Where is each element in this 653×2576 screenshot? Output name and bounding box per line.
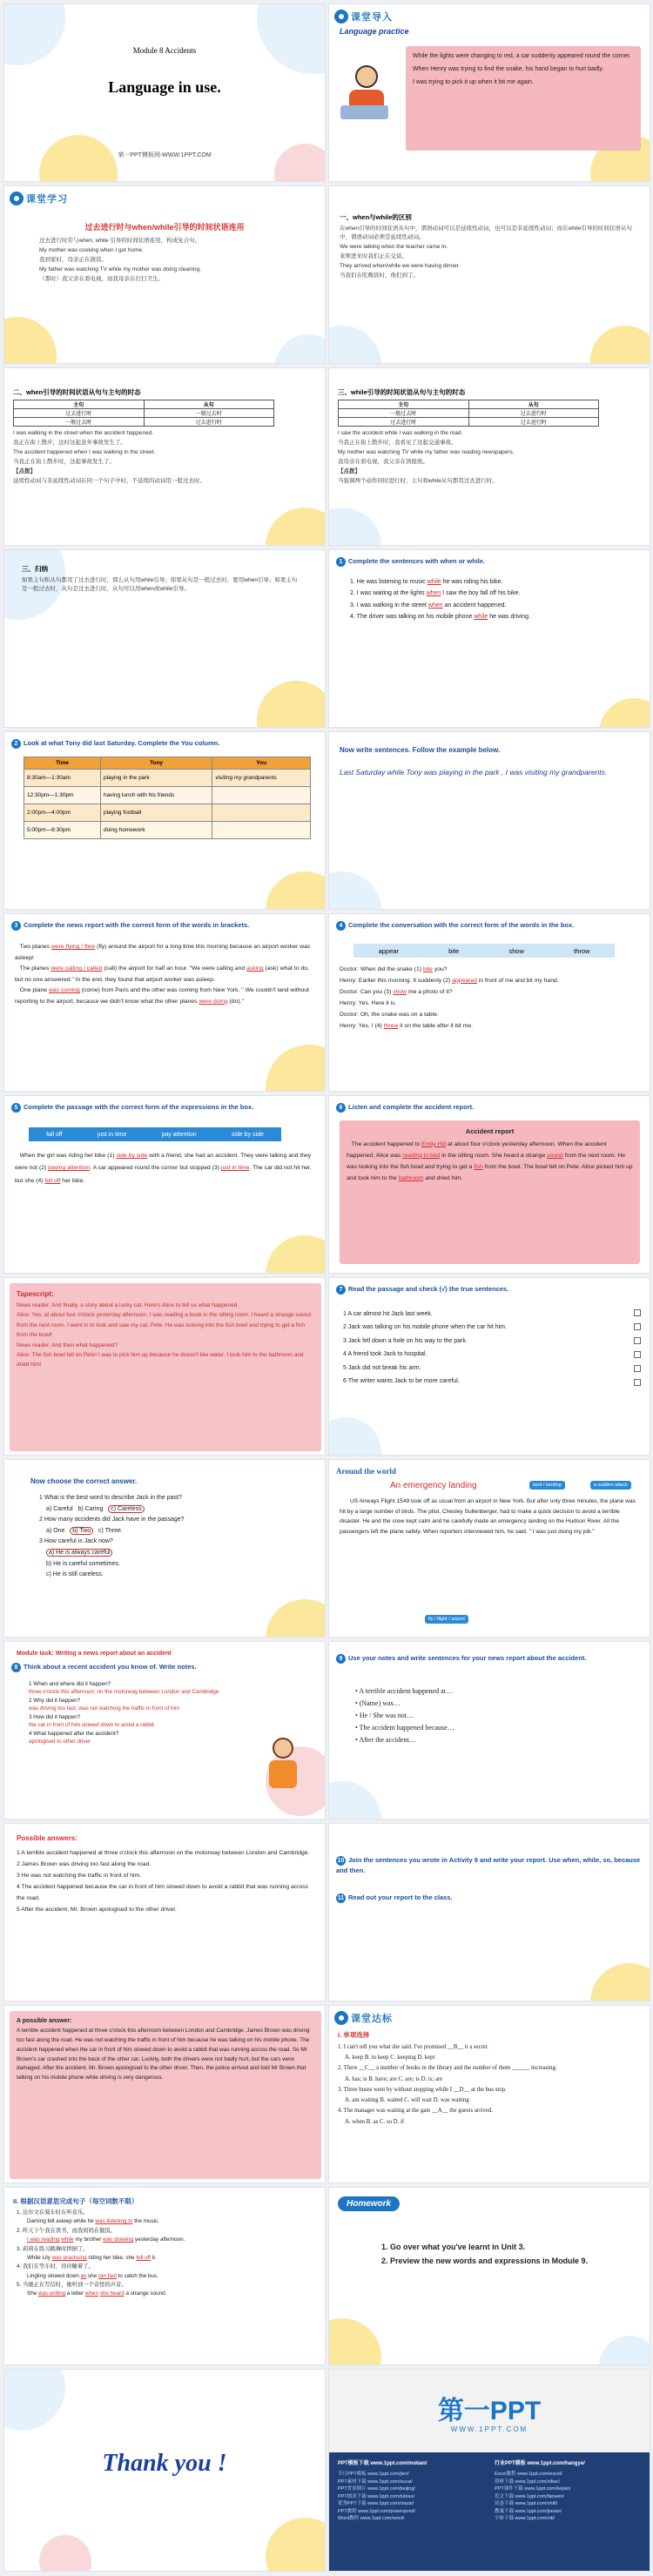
slide-write-example bbox=[328, 731, 650, 910]
bulb-icon bbox=[334, 10, 348, 24]
slide-tony-table bbox=[3, 731, 326, 910]
section-title: Around the world bbox=[336, 1467, 396, 1476]
slide-module-task bbox=[3, 1641, 326, 1819]
slide-notes-sentences bbox=[328, 1641, 650, 1819]
section-body: I saw the accident while I was walking in the road. 当我正在街上散步时，我看见了这起交通事故。 My mother was watching TV while my father was reading newspapers. 我母亲在看电视，我父亲在读报纸。 【点拨】 当强调两个动作同时进行时，主句和while从句都用过去进行时。 bbox=[338, 430, 515, 485]
answers-label: Possible answers: bbox=[17, 1834, 77, 1842]
slide-news-report bbox=[3, 913, 326, 1092]
checkbox-column bbox=[634, 1309, 641, 1386]
footer-link[interactable]: Excel教程 www.1ppt.com/excel/ bbox=[495, 2472, 562, 2477]
slide-around-world bbox=[328, 1459, 650, 1638]
link-header-1[interactable]: PPT模板下载 www.1ppt.com/moban/ bbox=[338, 2461, 427, 2466]
exercise-heading: 8 Think about a recent accident you know of. Write notes. bbox=[11, 1663, 197, 1672]
section-header: 课堂导入 bbox=[334, 10, 393, 24]
slide-while-tense bbox=[328, 367, 650, 546]
answers-list: 1 A terrible accident happened at three o'clock this afternoon on the motorway between London and Cambridge. 2 James Brown was driving too fast along the road. 3 He was not watching the traffic in front of him. 4 The accident happened because the car in front of him slowed down to avoid a rabbit that was running across the road. 5 After the accident, Mr. Brown apologised to the other driver. bbox=[17, 1850, 310, 1913]
exercise-heading: Now write sentences. Follow the example below. bbox=[340, 746, 501, 754]
grammar-body: 过去进行时常与when, while 引导的时间状语连用，构成复合句。 My mother was cooking when I got home. 我到家时，母亲正在做饭。 My father was watching TV while my mother was doing cleaning. （那时）我父亲在看电视，而我母亲在打扫卫生。 bbox=[39, 238, 201, 283]
news-passage: Two planes were flying / flew (fly) around the airport for a long time this morning because an airport worker was asleep! The planes were calling / called (call) the airport for half an hour. "We were calling and asking (ask) what to do, but no one answered." In the end, they found that airport worker was asleep. One plane was coming (come) from Paris and the other was coming from New York. " We couldn't land without reporting to the airport, because we didn't know what the other planes were doing (do)." bbox=[15, 944, 311, 1005]
exercise-heading: 1 Complete the sentences with when or while. bbox=[336, 557, 485, 567]
footer-link[interactable]: 资料下载 www.1ppt.com/ziliao/ bbox=[495, 2478, 560, 2485]
thanks-text: Thank you ! bbox=[102, 2450, 227, 2477]
grammar-title: 过去进行时与when/while引导的时间状语连用 bbox=[84, 223, 245, 232]
boy-illustration bbox=[345, 65, 388, 118]
footer-link[interactable]: PPT图表下载 www.1ppt.com/tubiao/ bbox=[338, 2493, 415, 2499]
slide-possible-answers bbox=[3, 1823, 326, 2001]
intro-line-3: I was trying to pick it up when it bit me again. bbox=[413, 79, 534, 86]
dialogue: Doctor: When did the snake (1) bite you? Henry: Earlier this morning. It suddenly (2) appeared in front of me and bit my hand. Doctor: Can you (3) show me a photo of it? Henry: Yes. Here it is. Doctor: Oh, the snake was on a table. Henry: Yes. I (4) threw it on the table after it bit me. bbox=[340, 966, 559, 1029]
tense-table: 主句 从句 一般过去时 过去进行时 过去进行时 过去进行时 bbox=[338, 400, 599, 427]
tense-table: 主句 从句 过去进行时 一般过去时 一般过去时 过去进行时 bbox=[13, 400, 274, 427]
slide-tapescript bbox=[3, 1277, 326, 1456]
section-body: I was walking in the street when the accident happened. 我正在街上散步，这时这起意外事故发生了。 The accident happened when I was walking in the street. 当我正在街上散步时，这起事故发生了。 【点拨】 延续性动词与非延续性动词在同一个句子中时，不延续的动词用一般过去时。 bbox=[13, 430, 205, 485]
slide-passage bbox=[3, 1095, 326, 1274]
section-title: II. 根据汉语意思完成句子（每空词数不限） bbox=[13, 2197, 138, 2205]
brand-logo: 第一PPT bbox=[437, 2397, 542, 2425]
slide-title-text: Language in use. bbox=[108, 78, 221, 96]
footer-link[interactable]: 试卷下载 www.1ppt.com/shiti/ bbox=[495, 2501, 558, 2507]
callout-tag: fly / flight / airport bbox=[425, 1615, 468, 1624]
question-list: 1 What is the best word to describe Jack in the past? a) Careful b) Caring c) Careless 2 How many accidents did Jack have in the passage? a) One b) Two c) Three. 3 How careful is Jack now? a) He is always careful b) He is careful sometimes. c) He is still careless. bbox=[39, 1495, 185, 1578]
footer-link[interactable]: 节日PPT模板 www.1ppt.com/jieri/ bbox=[338, 2472, 409, 2477]
site-label: 第一PPT模板网-WWW.1PPT.COM bbox=[118, 152, 212, 158]
exercise-heading: 10 Join the sentences you wrote in Activity 9 and write your report. Use when, while, so, because and then. bbox=[336, 1856, 641, 1874]
exercise-heading: 5 Complete the passage with the correct form of the expressions in the box. bbox=[11, 1103, 316, 1113]
word-box: appear bite show throw bbox=[353, 944, 615, 958]
sentence-box bbox=[406, 46, 641, 151]
slide-thanks bbox=[3, 2369, 326, 2572]
slide-accident-report bbox=[328, 1095, 650, 1274]
slide-when-tense bbox=[3, 367, 326, 546]
section-body: 如果主句和从句都用了过去进行时，那么从句用while引导；如果从句是一般过去时，要用when引导；如果主句是一般过去时，从句是过去进行时，从句可以用when或while引导。 bbox=[22, 577, 298, 593]
footer-link[interactable]: 字体下载 www.1ppt.com/ziti/ bbox=[495, 2516, 555, 2522]
slide-check-true bbox=[328, 1277, 650, 1456]
checkbox[interactable] bbox=[634, 1379, 641, 1386]
slide-learn bbox=[3, 185, 326, 364]
section-header: 课堂达标 bbox=[334, 2011, 393, 2025]
checkbox[interactable] bbox=[634, 1309, 641, 1316]
section-body: 在when引导的时间状语从句中，谓语动词可以是延续性动词，也可以是非延续性动词；而在while引导的时间状语从句中，谓语动词必须是延续性动词。 We were talking when the teacher came in. 老师进来时我们正在交谈。 They arrived when/while we were having dinner. 当我们在吃晚饭时，他们到了。 bbox=[340, 225, 632, 279]
module-label: Module 8 Accidents bbox=[132, 46, 197, 55]
footer-link[interactable]: PPT背景图片 www.1ppt.com/beijing/ bbox=[338, 2486, 415, 2492]
slide-exercise-1 bbox=[328, 549, 650, 728]
section-title: 三、while引导的时间状语从句与主句的时态 bbox=[338, 388, 466, 396]
homework-list: 1. Go over what you've learnt in Unit 3. 2. Preview the new words and expressions in Module 9. bbox=[381, 2243, 589, 2266]
report-box: Accident report The accident happened to Emily Hill at about four o'clock yesterday afternoon. When the accident happened, Alice was reading in bed in the sitting room. She heard a strange sound from the next room. He was looking into the fish bowl and trying to get a fish from the bowl. The bowl fell on Pete. Alice picked him up and took him to the bathroom and dried him. bbox=[340, 1120, 640, 1264]
slide-conversation bbox=[328, 913, 650, 1092]
slide-intro bbox=[328, 3, 650, 182]
sub-title: An emergency landing bbox=[390, 1481, 477, 1490]
exercise-heading: 11 Read out your report to the class. bbox=[337, 1893, 453, 1901]
task-label: Module task: Writing a news report about an accident bbox=[17, 1651, 172, 1657]
footer-link[interactable]: Word教程 www.1ppt.com/word/ bbox=[338, 2516, 405, 2522]
link-header-2[interactable]: 行业PPT模板 www.1ppt.com/hangye/ bbox=[495, 2461, 585, 2466]
slide-homework bbox=[328, 2187, 650, 2365]
link-list-right bbox=[495, 2471, 643, 2523]
sub-title: Language practice bbox=[340, 27, 409, 36]
slide-translate bbox=[3, 2187, 326, 2365]
slide-title bbox=[3, 3, 326, 182]
slide-choose bbox=[3, 1459, 326, 1638]
answer-box: A possible answer: A terrible accident happened at three o'clock this afternoon between London and Cambridge. James Brown was driving too fast along the road. He was not watching the traffic in front of him because he was talking on his mobile phone. The accident happened when the car in front of him slowed down to avoid a rabbit that was running across the road. So Mr Brown's car crashed into the back of the other car. Luckily, both the drivers were not badly hurt, but the cars were damaged. After the accident, Mr. Brown apologised to the other driver. Then, the police arrived and told Mr Brown that talking on his mobile phone while driving is very dangerous. bbox=[10, 2011, 321, 2179]
brand-url[interactable]: WWW.1PPT.COM bbox=[450, 2425, 528, 2433]
notes-list: 1 When and where did it happen? three o'clock this afternoon; on the motorway between London and Cambridge 2 Why did it happen? was driving too fast; was not watching the traffic in front of him 3 How did it happen? the car in front of him slowed down to avoid a rabbit 4 What happened after the accident? apologised to other driver bbox=[29, 1681, 219, 1745]
callout-tag: land / landing bbox=[529, 1481, 565, 1490]
intro-line-2: When Henry was trying to find the snake, his hand began to hurt badly. bbox=[413, 66, 604, 73]
exercise-heading: 6 Listen and complete the accident report. bbox=[336, 1103, 474, 1113]
section-title: 一、when与while的区别 bbox=[340, 213, 412, 221]
section-title: 二、when引导的时间状语从句与主句的时态 bbox=[13, 388, 141, 396]
exercise-heading: Now choose the correct answer. bbox=[30, 1477, 138, 1485]
footer-link[interactable]: PPT教程 www.1ppt.com/powerpoint/ bbox=[338, 2508, 415, 2514]
mcq-list: 1. I can't tell you what she said. I've promised __B__ it a secret. A. keep B. to keep C. keeping D. kept 2. There __C__ a number of books in the library and the number of them ______ increasing. A. has; is B. have; are C. are; is D. is; are 3. Three buses went by without stopping while I __D__ at the bus stop. A. am waiting B. waited C. will wait D. was waiting 4. The manager was waiting at the gate __A__ the guests arrived. A. when B. as C. so D. if bbox=[338, 2044, 557, 2125]
exercise-items: 1. He was listening to music while he was riding his bike. 2. I was waiting at the lights when I saw the boy fall off his bike. 3. I was walking in the street when an accident happened. 4. The driver was talking on his mobile phone while he was driving. bbox=[350, 579, 530, 620]
checkbox[interactable] bbox=[634, 1351, 641, 1358]
exercise-heading: 3 Complete the news report with the correct form of the words in brackets. bbox=[11, 921, 316, 931]
tapescript-box: Tapescript: News reader: And finally, a story about a lucky cat. Here's Alice to tell us what happened. Alice: Yes, at about four o'clock yesterday afternoon, I was reading a book in the sitting room. I heard a strange sound from the next room. I went in to look and saw my cat, Pete. He was looking into the fish bowl and trying to get a fish from the bowl! News reader: And then what happened? Alice: The fish bowl fell on Pete! I was to pick him up because he doesn't like water. I took him to the bathroom and dried him! bbox=[10, 1283, 321, 1451]
world-passage: US Airways Flight 1549 took off as usual from an airport in New York. But after only three minutes, the plane was hit by a large number of birds. The pilot, Chesley Sullenberger, had to make a quick decision to avoid a terrible disaster. He and the crew kept calm and he carefully made an emergency landing on the Hudson River. All the passengers left the plane safely. When reporters interviewed him, he said, " I was just doing my job." bbox=[340, 1498, 636, 1535]
bulb-icon bbox=[334, 2011, 348, 2025]
slide-join-sentences bbox=[328, 1823, 650, 2001]
example-text: Last Saturday while Tony was playing in the park , I was visiting my grandparents. bbox=[340, 768, 608, 777]
footer-link[interactable]: 教案下载 www.1ppt.com/jiaoan/ bbox=[495, 2508, 562, 2514]
girl-illustration bbox=[266, 1738, 300, 1790]
checkbox[interactable] bbox=[634, 1323, 641, 1330]
slide-summary bbox=[3, 549, 326, 728]
slide-possible-answer bbox=[3, 2005, 326, 2183]
footer-link[interactable]: 范文下载 www.1ppt.com/fanwen/ bbox=[495, 2493, 565, 2499]
section-title: 三、归纳 bbox=[22, 565, 48, 573]
slide-when-while bbox=[328, 185, 650, 364]
statement-list: 1 A car almost hit Jack last week. 2 Jack was talking on his mobile phone when the car hit him. 3 Jack fell down a hole on his way to the park. 4 A friend took Jack to hospital. 5 Jack did not break his arm. 6 The writer wants Jack to be more careful. bbox=[343, 1311, 507, 1384]
section-header: 课堂学习 bbox=[10, 192, 68, 205]
exercise-heading: 4 Complete the conversation with the correct form of the words in the box. bbox=[336, 921, 641, 931]
homework-badge: Homework bbox=[338, 2196, 400, 2211]
footer-link[interactable]: 优秀PPT下载 www.1ppt.com/xiazai/ bbox=[338, 2501, 414, 2507]
footer-link[interactable]: PPT课件下载 www.1ppt.com/kejian/ bbox=[495, 2486, 571, 2492]
checkbox[interactable] bbox=[634, 1365, 641, 1372]
footer-link[interactable]: PPT素材下载 www.1ppt.com/sucai/ bbox=[338, 2478, 413, 2485]
passage-text: When the girl was riding her bike (1) side by side with a friend, she had an accident. They were talking and they were not (2) paying attention. A car appeared round the corner but stopped (3) just in time. The car did not hit her, but she (4) fell off her bike. bbox=[15, 1153, 312, 1184]
exercise-heading: 7 Read the passage and check (√) the true sentences. bbox=[336, 1285, 508, 1295]
callout-tag: a sudden attack bbox=[590, 1481, 631, 1490]
exercise-heading: 9 Use your notes and write sentences for your news report about the accident. bbox=[336, 1654, 641, 1664]
translate-list: 1. 达尔文在骑车时在听音乐。 Daming fell asleep while he was listening to the music. 2. 昨天下午我在读书，而我妈妈在做饭。 I was reading while my brother was drawing yesterday afternoon. 3. 莉莉在练习跳舞时摔倒了。 While Lily was practising riding her bike, she fell off it. 4. 我们在等车时，玲玲睡着了。 Lingling slowed down as she ran fast to catch the bus. 5. 当她正在写信时，她听到一个奇怪的声音。 She was writing a letter when she heard a strange sound. bbox=[17, 2209, 185, 2297]
slide-practice bbox=[328, 2005, 650, 2183]
word-box: fall off just in time pay attention side by side bbox=[29, 1127, 281, 1141]
slide-footer-ad bbox=[328, 2369, 650, 2572]
sub-title: I. 单项选择 bbox=[338, 2031, 370, 2039]
tony-table: Time Tony You 8:30am—1:30am playing in the park visiting my grandparents 12:30pm—1:30pm having lunch with his friends 2:00pm—4:00pm playing football 5:00pm—6:30pm doing homework bbox=[24, 757, 311, 839]
starter-list: • A terrible accident happened at… • (Name) was… • He / She was not… • The accident happened because… • After the accident… bbox=[355, 1687, 454, 1744]
intro-line-1: While the lights were changing to red, a car suddenly appeared round the corner. bbox=[413, 53, 631, 59]
exercise-heading: 2 Look at what Tony did last Saturday. Complete the You column. bbox=[11, 739, 219, 749]
bulb-icon bbox=[10, 192, 24, 205]
checkbox[interactable] bbox=[634, 1337, 641, 1344]
link-list-left bbox=[338, 2471, 486, 2523]
